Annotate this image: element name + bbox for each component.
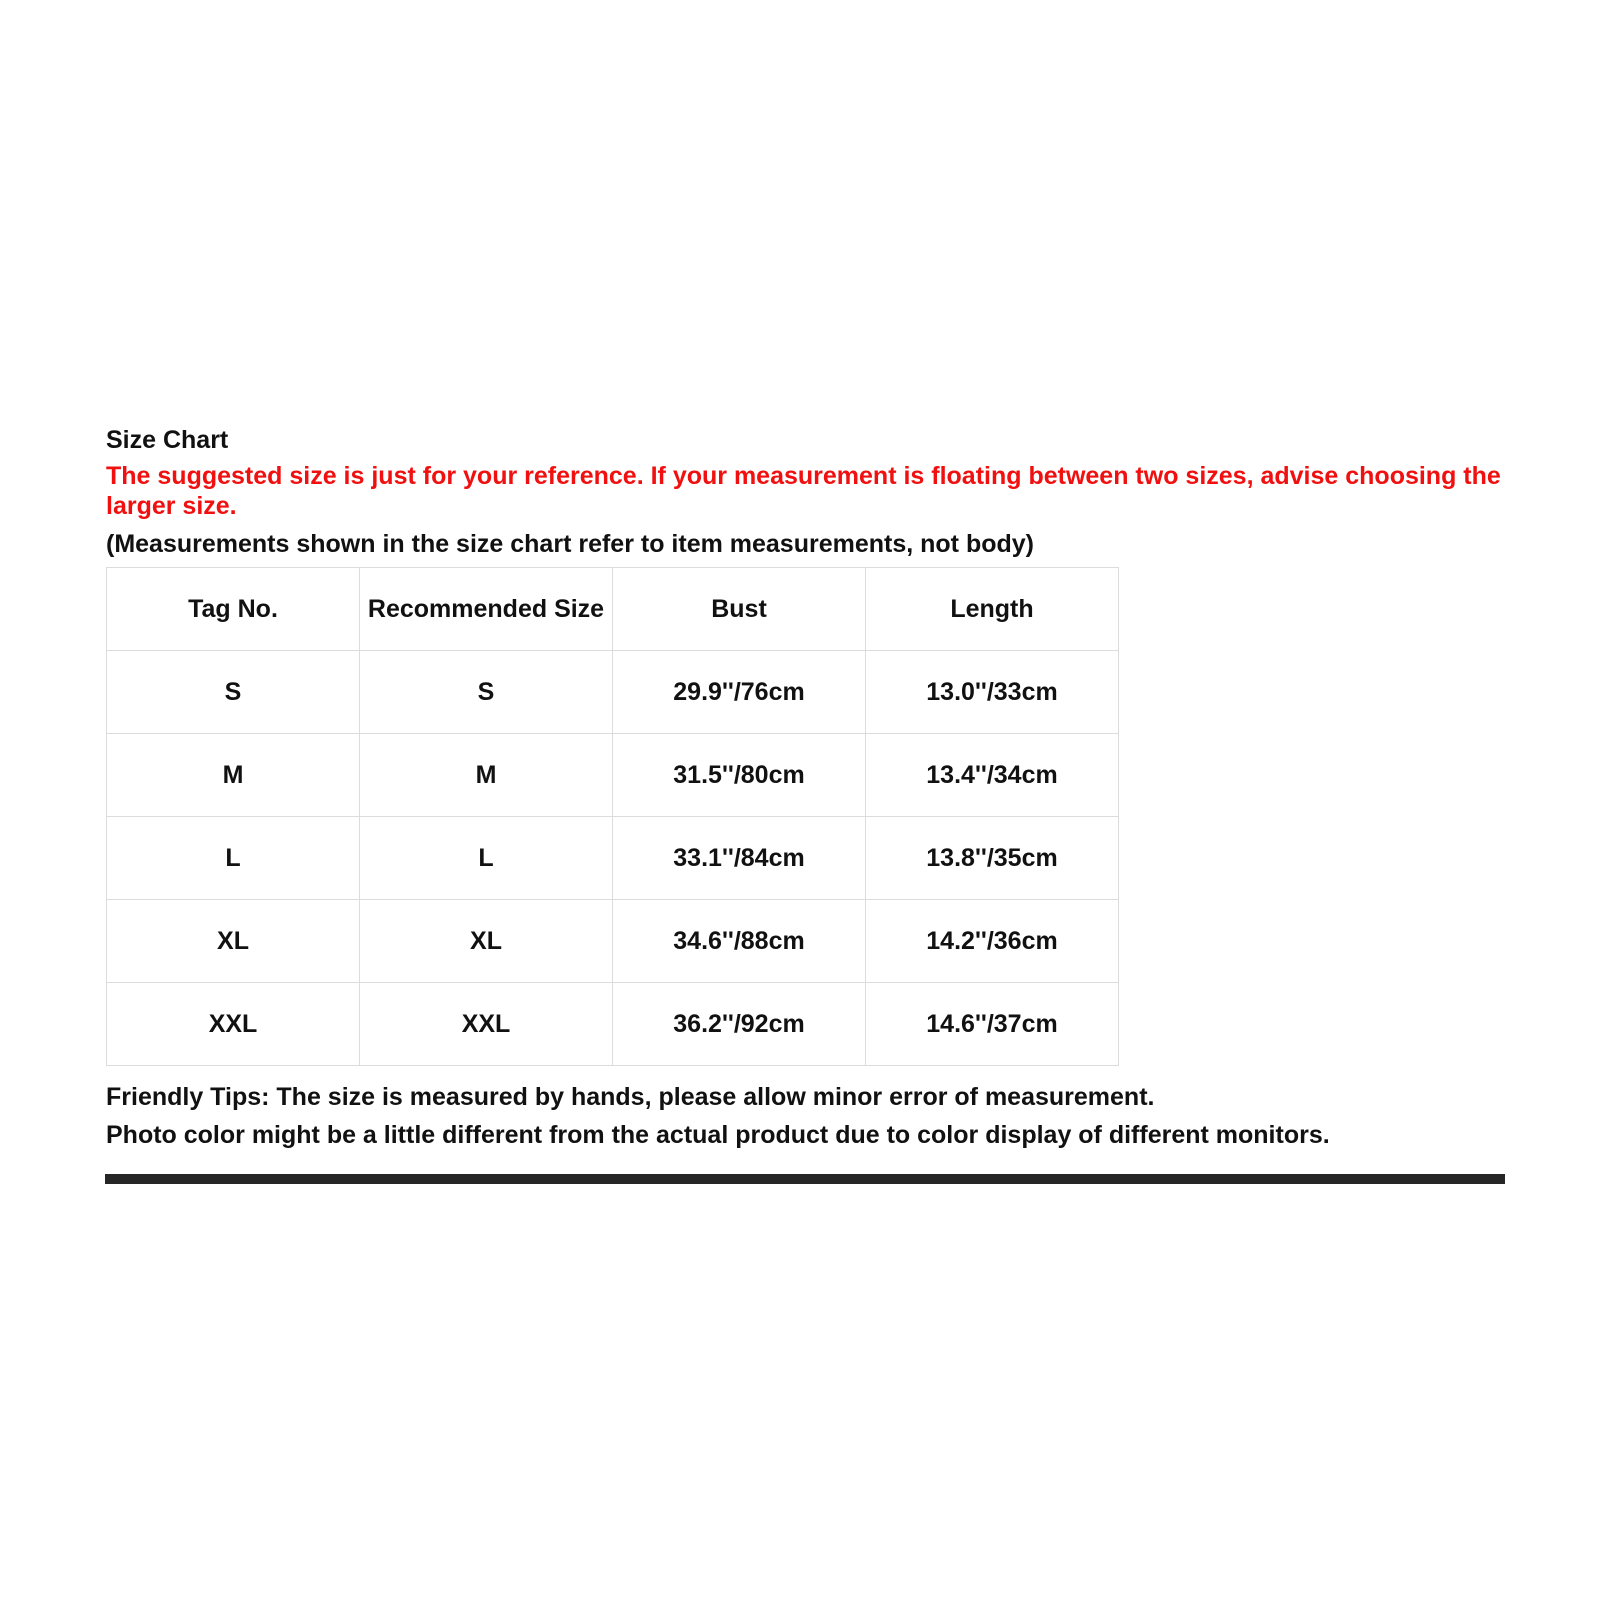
cell-tag-no: M xyxy=(107,734,360,817)
header-bust: Bust xyxy=(613,568,866,651)
size-warning: The suggested size is just for your reference. If your measurement is floating between two sizes, advise choosing the larger size. xyxy=(106,462,1501,520)
cell-bust: 31.5''/80cm xyxy=(613,734,866,817)
friendly-tips xyxy=(106,1078,1506,1154)
cell-length: 13.0''/33cm xyxy=(866,651,1119,734)
table-header-row xyxy=(107,568,1119,651)
cell-recommended-size: S xyxy=(360,651,613,734)
table-row xyxy=(107,900,1119,983)
cell-length: 13.8''/35cm xyxy=(866,817,1119,900)
tip-photo-color: Photo color might be a little different from the actual product due to color display of different monitors. xyxy=(106,1121,1330,1149)
page-title: Size Chart xyxy=(106,426,229,454)
cell-bust: 34.6''/88cm xyxy=(613,900,866,983)
cell-bust: 33.1''/84cm xyxy=(613,817,866,900)
cell-recommended-size: L xyxy=(360,817,613,900)
cell-tag-no: L xyxy=(107,817,360,900)
header-length: Length xyxy=(866,568,1119,651)
size-table xyxy=(106,567,1119,1066)
bottom-divider xyxy=(105,1174,1505,1184)
table-row xyxy=(107,734,1119,817)
cell-recommended-size: M xyxy=(360,734,613,817)
cell-tag-no: XL xyxy=(107,900,360,983)
cell-bust: 29.9''/76cm xyxy=(613,651,866,734)
cell-bust: 36.2''/92cm xyxy=(613,983,866,1066)
cell-tag-no: S xyxy=(107,651,360,734)
measurement-note: (Measurements shown in the size chart refer to item measurements, not body) xyxy=(106,530,1034,558)
size-chart-section xyxy=(106,423,1506,1154)
cell-recommended-size: XXL xyxy=(360,983,613,1066)
cell-tag-no: XXL xyxy=(107,983,360,1066)
header-tag-no: Tag No. xyxy=(107,568,360,651)
cell-length: 14.2''/36cm xyxy=(866,900,1119,983)
cell-recommended-size: XL xyxy=(360,900,613,983)
cell-length: 14.6''/37cm xyxy=(866,983,1119,1066)
table-row xyxy=(107,651,1119,734)
cell-length: 13.4''/34cm xyxy=(866,734,1119,817)
header-recommended-size: Recommended Size xyxy=(360,568,613,651)
table-row xyxy=(107,817,1119,900)
tip-measurement: Friendly Tips: The size is measured by hands, please allow minor error of measurement. xyxy=(106,1083,1155,1111)
table-row xyxy=(107,983,1119,1066)
